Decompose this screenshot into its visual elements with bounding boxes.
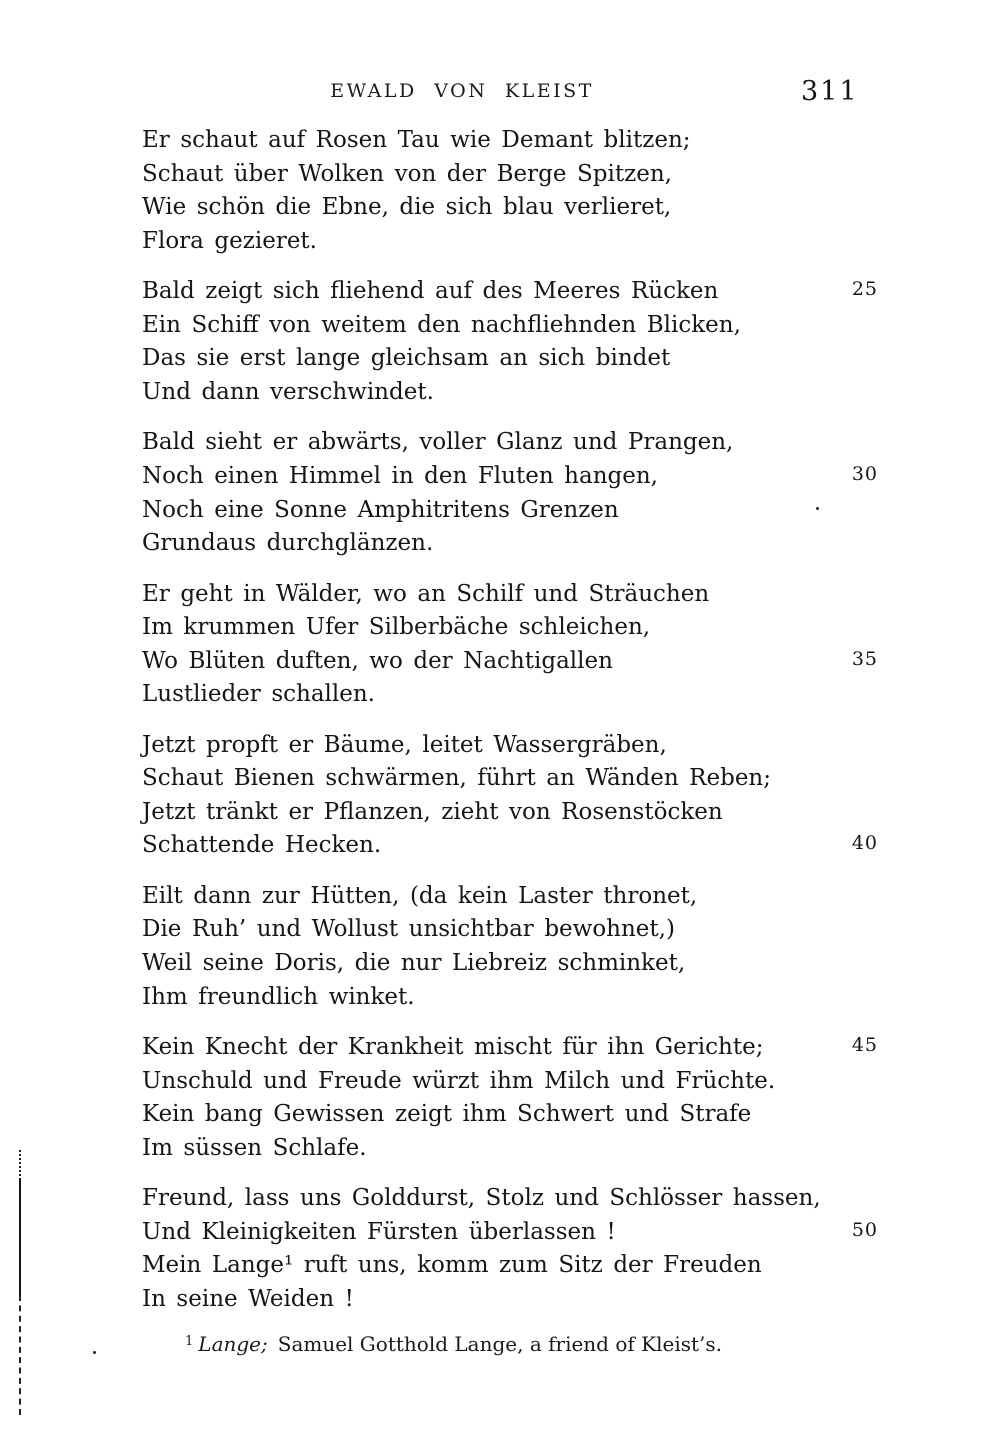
ink-speck	[816, 507, 819, 510]
poem-line-text: Ihm freundlich winket.	[142, 983, 415, 1010]
poem-line	[142, 275, 878, 309]
poem-line	[142, 611, 878, 645]
poem-line-text: Er schaut auf Rosen Tau wie Demant blitzen;	[142, 127, 691, 153]
scan-artifact-segment	[19, 1295, 21, 1415]
poem-line	[142, 309, 878, 343]
ink-speck	[93, 1351, 96, 1354]
stanza	[142, 578, 878, 712]
stanza	[142, 1031, 878, 1165]
poem-line-text: Und dann verschwindet.	[142, 378, 434, 405]
poem-line	[142, 913, 878, 947]
poem-line-text: Schattende Hecken.	[142, 832, 382, 859]
poem-line	[142, 796, 878, 830]
poem-line-text: Noch einen Himmel in den Fluten hangen,	[142, 462, 658, 489]
poem-line-text: Jetzt propft er Bäume, leitet Wassergräben,	[142, 731, 667, 758]
poem-line	[142, 1182, 878, 1216]
poem-line-text: Grundaus durchglänzen.	[142, 530, 434, 557]
poem-line-text: Bald sieht er abwärts, voller Glanz und Prangen,	[142, 429, 734, 456]
poem-line-text: In seine Weiden !	[142, 1285, 354, 1312]
poem-line-text: Eilt dann zur Hütten, (da kein Laster thronet,	[142, 882, 698, 909]
poem-line	[142, 1283, 878, 1317]
footnote-marker: 1	[185, 1334, 194, 1349]
poem-line	[142, 1031, 878, 1065]
poem-line-text: Kein bang Gewissen zeigt ihm Schwert und Strafe	[142, 1101, 752, 1128]
poem-line-text: Schaut Bienen schwärmen, führt an Wänden Reben;	[142, 765, 771, 792]
poem-line	[142, 460, 878, 494]
poem-line	[142, 494, 878, 528]
poem-line	[142, 880, 878, 914]
poem-line	[142, 645, 878, 679]
stanza	[142, 1182, 878, 1316]
poem-line	[142, 376, 878, 410]
poem-line-text: Noch eine Sonne Amphitritens Grenzen	[142, 496, 619, 523]
page-number: 311	[801, 76, 859, 107]
poem-line	[142, 342, 878, 376]
poem-line-text: Die Ruh’ und Wollust unsichtbar bewohnet,)	[142, 916, 675, 943]
poem-line	[142, 1216, 878, 1250]
poem-line-text: Im süssen Schlafe.	[142, 1134, 367, 1161]
scan-artifact-segment	[19, 1150, 21, 1180]
poem-line-text: Ein Schiff von weitem den nachfliehnden Blicken,	[142, 311, 741, 338]
stanza	[142, 729, 878, 863]
line-number: 50	[851, 1218, 878, 1241]
line-number: 30	[851, 462, 878, 485]
poem-line	[142, 578, 878, 612]
poem-line	[142, 191, 878, 225]
line-number: 45	[851, 1034, 878, 1057]
poem-line	[142, 426, 878, 460]
footnote-term: Lange;	[198, 1332, 268, 1356]
stanza	[142, 275, 878, 409]
poem-line-text: Das sie erst lange gleichsam an sich bindet	[142, 345, 671, 372]
poem-line	[142, 124, 878, 158]
poem-line-text: Und Kleinigkeiten Fürsten überlassen !	[142, 1218, 616, 1245]
stanza	[142, 880, 878, 1014]
poem-line-text: Wo Blüten duften, wo der Nachtigallen	[142, 647, 613, 674]
poem-line-text: Unschuld und Freude würzt ihm Milch und Früchte.	[142, 1067, 776, 1094]
poem-line-text: Lustlieder schallen.	[142, 681, 375, 708]
poem-line-text: Bald zeigt sich fliehend auf des Meeres Rücken	[142, 278, 719, 305]
poem-line	[142, 527, 878, 561]
scan-artifact-line	[19, 1150, 21, 1415]
poem-line	[142, 829, 878, 863]
poem-line-text: Er geht in Wälder, wo an Schilf und Sträuchen	[142, 580, 710, 607]
stanza	[142, 426, 878, 560]
poem-line-text: Mein Lange¹ ruft uns, komm zum Sitz der Freuden	[142, 1252, 762, 1279]
footnote-text: Samuel Gotthold Lange, a friend of Kleist’s.	[277, 1332, 722, 1356]
poem-line	[142, 158, 878, 192]
poem-line-text: Weil seine Doris, die nur Liebreiz schminket,	[142, 950, 686, 977]
poem-line	[142, 225, 878, 259]
poem-line	[142, 981, 878, 1015]
poem-line	[142, 1065, 878, 1099]
line-number: 25	[851, 278, 878, 301]
stanza	[142, 124, 878, 258]
poem-line	[142, 678, 878, 712]
poem	[142, 124, 878, 1333]
poem-line	[142, 729, 878, 763]
line-number: 40	[851, 832, 878, 855]
poem-line-text: Jetzt tränkt er Pflanzen, zieht von Rosenstöcken	[142, 798, 723, 825]
poem-line-text: Kein Knecht der Krankheit mischt für ihn Gerichte;	[142, 1034, 764, 1061]
running-head: EWALD VON KLEIST	[330, 80, 594, 102]
scan-artifact-segment	[19, 1180, 21, 1295]
poem-line	[142, 1132, 878, 1166]
poem-line	[142, 1249, 878, 1283]
poem-line	[142, 1098, 878, 1132]
poem-line	[142, 947, 878, 981]
poem-line-text: Freund, lass uns Golddurst, Stolz und Schlösser hassen,	[142, 1185, 821, 1212]
poem-line-text: Wie schön die Ebne, die sich blau verlieret,	[142, 194, 672, 221]
line-number: 35	[851, 647, 878, 670]
footnote	[185, 1329, 722, 1357]
poem-line-text: Schaut über Wolken von der Berge Spitzen,	[142, 160, 672, 187]
poem-line-text: Flora gezieret.	[142, 227, 317, 254]
poem-line	[142, 762, 878, 796]
poem-line-text: Im krummen Ufer Silberbäche schleichen,	[142, 614, 651, 641]
